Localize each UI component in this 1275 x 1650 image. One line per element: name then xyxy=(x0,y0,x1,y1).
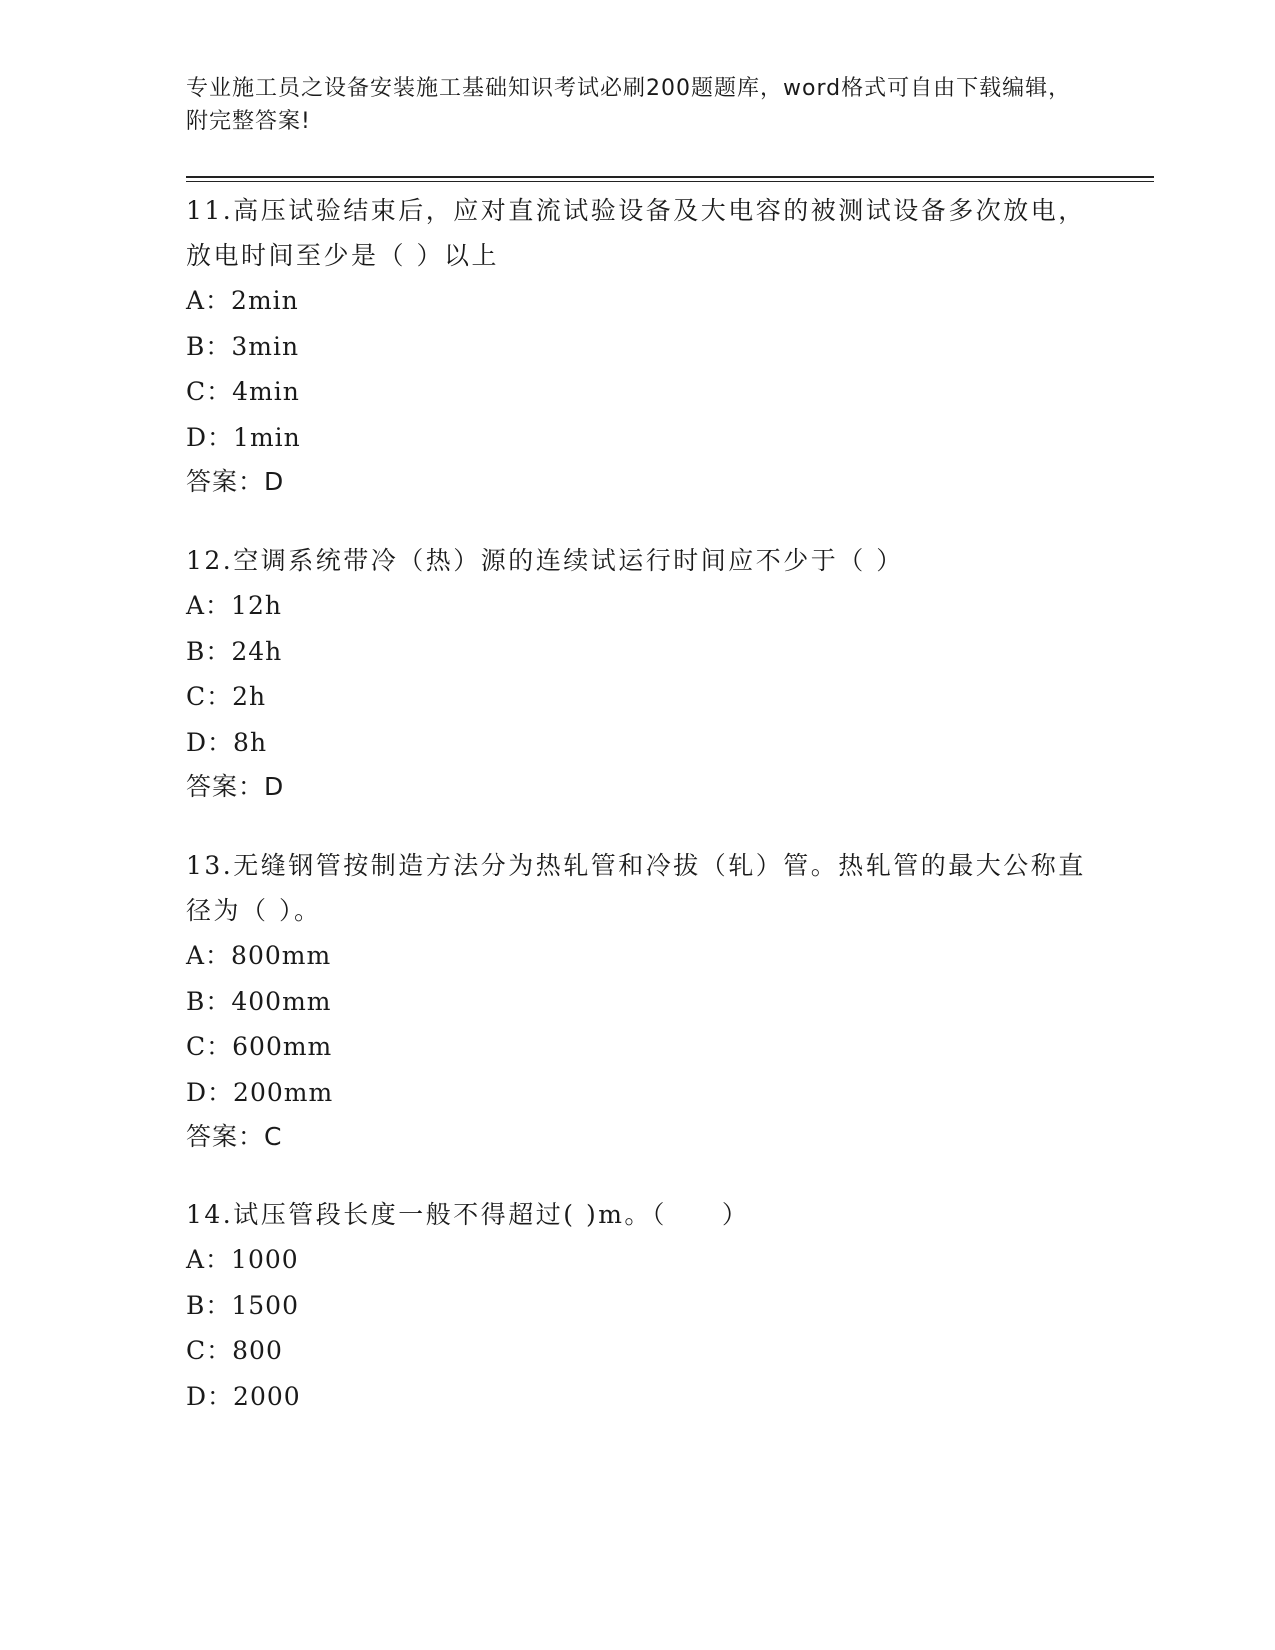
option-b: B：400mm xyxy=(186,986,332,1016)
question-13 xyxy=(186,843,1086,1159)
option-b: B：24h xyxy=(186,636,283,666)
question-stem: 12.空调系统带冷（热）源的连续试运行时间应不少于（ ） xyxy=(186,546,904,575)
question-11 xyxy=(186,188,1086,504)
question-stem: 14.试压管段长度一般不得超过( )m。（ ） xyxy=(186,1200,750,1229)
document-header: 专业施工员之设备安装施工基础知识考试必刷200题题库，word格式可自由下载编辑，附完整答案! xyxy=(186,76,1072,134)
option-a: A：800mm xyxy=(186,941,332,970)
option-d: D：8h xyxy=(186,727,268,757)
option-c: C：4min xyxy=(186,377,300,406)
answer-line: 答案：D xyxy=(186,467,285,496)
question-12 xyxy=(186,538,1086,809)
question-stem: 13.无缝钢管按制造方法分为热轧管和冷拔（轧）管。热轧管的最大公称直径为（ ）。 xyxy=(186,851,1086,925)
option-a: A：2min xyxy=(186,286,299,315)
option-b: B：3min xyxy=(186,331,300,361)
option-d: D：2000 xyxy=(186,1381,301,1411)
option-b: B：1500 xyxy=(186,1290,299,1320)
option-a: A：1000 xyxy=(186,1245,299,1274)
option-d: D：200mm xyxy=(186,1077,334,1107)
option-c: C：600mm xyxy=(186,1032,333,1061)
option-a: A：12h xyxy=(186,591,282,620)
answer-line: 答案：C xyxy=(186,1122,283,1151)
option-c: C：2h xyxy=(186,682,267,711)
option-d: D：1min xyxy=(186,422,301,452)
answer-line: 答案：D xyxy=(186,772,285,801)
question-stem: 11.高压试验结束后，应对直流试验设备及大电容的被测试设备多次放电，放电时间至少是（ ）以上 xyxy=(186,196,1086,270)
option-c: C：800 xyxy=(186,1336,283,1365)
question-14 xyxy=(186,1192,1086,1419)
header-divider xyxy=(186,176,1154,182)
